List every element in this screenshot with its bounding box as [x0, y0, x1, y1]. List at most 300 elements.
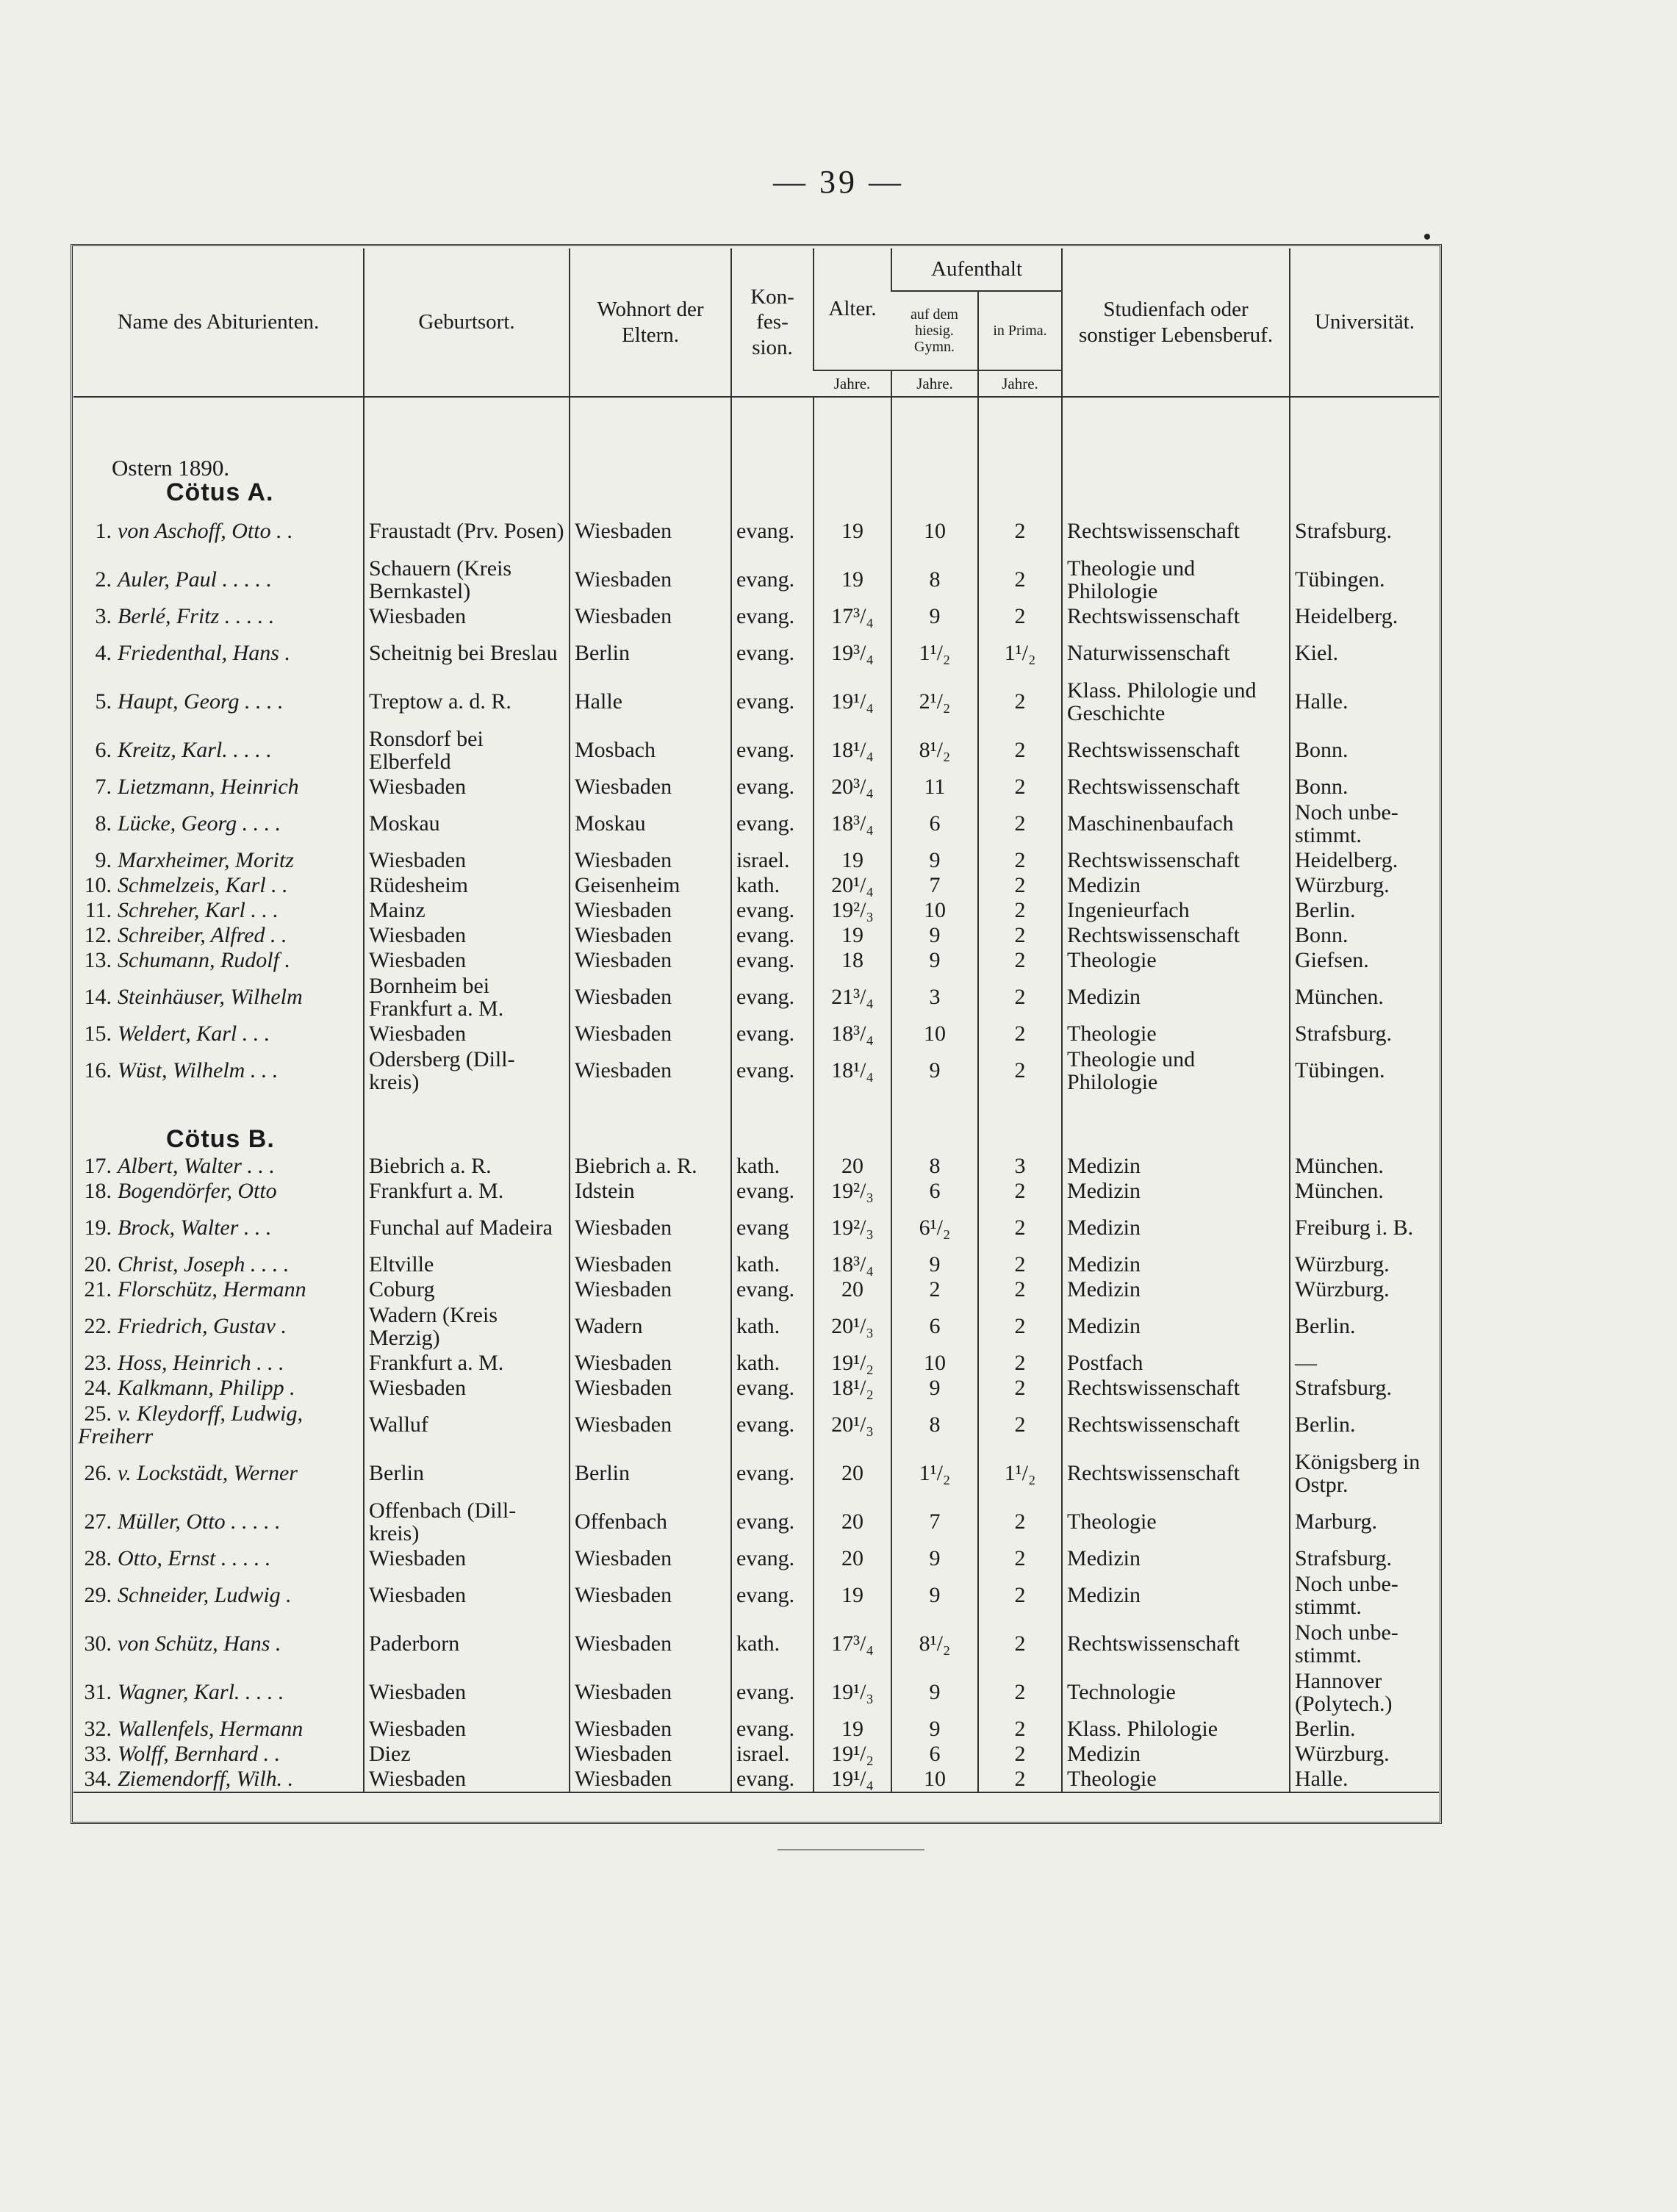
cell-confession: kath. — [731, 1252, 814, 1277]
cell-university: Tübingen. — [1290, 556, 1439, 604]
table-row — [73, 1302, 1439, 1351]
cell-stay-gymn: 9 — [891, 1252, 978, 1277]
cell-field: Rechtswissenschaft — [1062, 1401, 1290, 1449]
cell-field: Medizin — [1062, 1302, 1290, 1351]
cell-confession: israel. — [731, 848, 814, 873]
cell-residence: Wiesbaden — [570, 1401, 731, 1449]
cell-university: Hannover (Polytech.) — [1290, 1668, 1439, 1717]
cell-stay-gymn: 8¹/₂ — [891, 1620, 978, 1668]
cell-field: Medizin — [1062, 1179, 1290, 1204]
cell-field: Maschinenbaufach — [1062, 800, 1290, 848]
cell-university: Heidelberg. — [1290, 604, 1439, 629]
row-number: 23. — [84, 1351, 112, 1376]
cell-age: 19¹/₄ — [814, 678, 891, 726]
cell-field: Theologie — [1062, 1767, 1290, 1792]
cell-name — [73, 923, 364, 948]
cell-name — [73, 1767, 364, 1792]
cell-residence: Wiesbaden — [570, 556, 731, 604]
cell-confession: evang. — [731, 1717, 814, 1742]
cell-age: 19 — [814, 848, 891, 873]
cell-stay-gymn: 10 — [891, 1021, 978, 1046]
row-number: 34. — [84, 1767, 112, 1791]
cell-stay-prima: 2 — [978, 1204, 1062, 1252]
cell-age: 20¹/₃ — [814, 1302, 891, 1351]
cell-birthplace: Scheitnig bei Breslau — [364, 629, 570, 678]
cell-birthplace: Wiesbaden — [364, 1668, 570, 1717]
row-number: 19. — [84, 1215, 112, 1240]
cell-stay-gymn: 1¹/₂ — [891, 1449, 978, 1498]
cell-birthplace: Wiesbaden — [364, 1717, 570, 1742]
cell-stay-gymn: 9 — [891, 1376, 978, 1401]
cell-birthplace: Rüdesheim — [364, 873, 570, 898]
row-number: 20. — [84, 1252, 112, 1277]
cell-confession: evang. — [731, 800, 814, 848]
cell-stay-gymn: 10 — [891, 1767, 978, 1792]
cell-field: Rechtswissenschaft — [1062, 1449, 1290, 1498]
cell-stay-prima: 2 — [978, 1302, 1062, 1351]
cell-confession: evang. — [731, 923, 814, 948]
table-row — [73, 1179, 1439, 1204]
cell-name — [73, 1742, 364, 1767]
table-row — [73, 604, 1439, 629]
cell-name — [73, 1302, 364, 1351]
cell-stay-prima: 2 — [978, 1742, 1062, 1767]
cell-birthplace: Wiesbaden — [364, 604, 570, 629]
row-number: 10. — [84, 873, 112, 898]
cell-age: 18³/₄ — [814, 1021, 891, 1046]
table-row — [73, 898, 1439, 923]
cell-residence: Wiesbaden — [570, 1021, 731, 1046]
row-number: 11. — [85, 898, 112, 923]
empty-cell — [891, 1095, 978, 1154]
table-row — [73, 678, 1439, 726]
table-row — [73, 726, 1439, 775]
table-row — [73, 1376, 1439, 1401]
cell-name — [73, 678, 364, 726]
cell-age: 20¹/₄ — [814, 873, 891, 898]
cell-stay-gymn: 6 — [891, 1302, 978, 1351]
cell-field: Postfach — [1062, 1351, 1290, 1376]
table-row — [73, 1277, 1439, 1302]
cell-confession: evang. — [731, 948, 814, 973]
cell-birthplace: Wiesbaden — [364, 923, 570, 948]
cell-name — [73, 1498, 364, 1546]
cell-stay-gymn: 8 — [891, 556, 978, 604]
cell-stay-prima: 2 — [978, 973, 1062, 1021]
cell-field: Rechtswissenschaft — [1062, 923, 1290, 948]
cell-field: Klass. Philologie und Geschichte — [1062, 678, 1290, 726]
cell-university: Strafsburg. — [1290, 1021, 1439, 1046]
cell-name — [73, 507, 364, 556]
cell-university: Würzburg. — [1290, 1742, 1439, 1767]
row-number: 16. — [84, 1058, 112, 1083]
cell-residence: Geisenheim — [570, 873, 731, 898]
cell-name — [73, 1046, 364, 1095]
cell-stay-prima: 1¹/₂ — [978, 1449, 1062, 1498]
student-name: Schumann, Rudolf . — [118, 948, 290, 973]
cell-name — [73, 1668, 364, 1717]
cell-age: 19 — [814, 1571, 891, 1620]
student-name: Friedenthal, Hans . — [118, 641, 290, 666]
table-row — [73, 1021, 1439, 1046]
cell-stay-prima: 2 — [978, 1498, 1062, 1546]
cell-birthplace: Frankfurt a. M. — [364, 1179, 570, 1204]
cell-stay-prima: 2 — [978, 1546, 1062, 1571]
row-number: 15. — [84, 1021, 112, 1046]
cell-residence: Berlin — [570, 629, 731, 678]
cell-residence: Wiesbaden — [570, 898, 731, 923]
empty-cell — [814, 1095, 891, 1154]
cell-stay-prima: 2 — [978, 848, 1062, 873]
cell-residence: Wiesbaden — [570, 1620, 731, 1668]
cell-university: Heidelberg. — [1290, 848, 1439, 873]
table-row — [73, 1204, 1439, 1252]
student-name: Schneider, Ludwig . — [118, 1583, 292, 1608]
cell-age: 17³/₄ — [814, 604, 891, 629]
cell-confession: evang. — [731, 1767, 814, 1792]
cell-age: 20 — [814, 1449, 891, 1498]
cell-residence: Wiesbaden — [570, 973, 731, 1021]
cell-field: Rechtswissenschaft — [1062, 1376, 1290, 1401]
student-name: Bogendörfer, Otto — [118, 1179, 277, 1204]
student-name: v. Lockstädt, Werner — [118, 1461, 298, 1486]
cell-field: Rechtswissenschaft — [1062, 775, 1290, 800]
empty-cell — [570, 1095, 731, 1154]
abiturienten-table — [73, 248, 1439, 1793]
cell-age: 19 — [814, 556, 891, 604]
cell-university: Noch unbe- stimmt. — [1290, 1571, 1439, 1620]
student-name: Friedrich, Gustav . — [118, 1314, 287, 1339]
cell-university: Strafsburg. — [1290, 507, 1439, 556]
row-number: 4. — [95, 641, 112, 666]
cell-field: Theologie und Philologie — [1062, 1046, 1290, 1095]
cell-confession: evang — [731, 1204, 814, 1252]
cell-confession: evang. — [731, 1449, 814, 1498]
cell-stay-prima: 2 — [978, 1252, 1062, 1277]
cell-university: Berlin. — [1290, 898, 1439, 923]
row-number: 13. — [84, 948, 112, 973]
cell-university: Strafsburg. — [1290, 1546, 1439, 1571]
cell-birthplace: Schauern (Kreis Bernkastel) — [364, 556, 570, 604]
cell-confession: evang. — [731, 1401, 814, 1449]
cell-stay-prima: 2 — [978, 1021, 1062, 1046]
unit-age: Jahre. — [814, 370, 891, 397]
cell-stay-prima: 2 — [978, 1277, 1062, 1302]
table-row — [73, 1767, 1439, 1792]
cell-field: Medizin — [1062, 1252, 1290, 1277]
student-name: Schmelzeis, Karl . . — [118, 873, 288, 898]
table-row — [73, 1620, 1439, 1668]
cell-confession: evang. — [731, 898, 814, 923]
cell-confession: evang. — [731, 1668, 814, 1717]
student-name: Lücke, Georg . . . . — [118, 811, 281, 836]
col-header-stay-gymn: auf dem hiesig. Gymn. — [891, 291, 978, 370]
cell-university: — — [1290, 1351, 1439, 1376]
student-name: Steinhäuser, Wilhelm — [118, 985, 303, 1010]
cell-confession: evang. — [731, 726, 814, 775]
cell-residence: Halle — [570, 678, 731, 726]
student-name: Haupt, Georg . . . . — [118, 689, 284, 714]
cell-field: Rechtswissenschaft — [1062, 1620, 1290, 1668]
section-date: Ostern 1890. — [112, 454, 230, 481]
cell-age: 18³/₄ — [814, 1252, 891, 1277]
cell-stay-gymn: 1¹/₂ — [891, 629, 978, 678]
cell-age: 19³/₄ — [814, 629, 891, 678]
cell-residence: Wadern — [570, 1302, 731, 1351]
cell-name — [73, 1571, 364, 1620]
row-number: 21. — [84, 1277, 112, 1302]
cell-stay-prima: 2 — [978, 1401, 1062, 1449]
cell-stay-prima: 2 — [978, 1376, 1062, 1401]
cell-age: 19²/₃ — [814, 1204, 891, 1252]
cell-stay-prima: 2 — [978, 1351, 1062, 1376]
row-number: 3. — [95, 604, 112, 629]
cell-age: 18¹/₂ — [814, 1376, 891, 1401]
cell-name — [73, 1717, 364, 1742]
cell-confession: evang. — [731, 973, 814, 1021]
cell-confession: evang. — [731, 1498, 814, 1546]
table-row — [73, 873, 1439, 898]
cell-stay-gymn: 6 — [891, 1179, 978, 1204]
cell-age: 19 — [814, 507, 891, 556]
cell-university: Giefsen. — [1290, 948, 1439, 973]
cell-age: 20 — [814, 1546, 891, 1571]
cell-stay-gymn: 7 — [891, 1498, 978, 1546]
row-number: 17. — [84, 1154, 112, 1179]
cell-name — [73, 1179, 364, 1204]
cell-birthplace: Diez — [364, 1742, 570, 1767]
cell-university: München. — [1290, 1154, 1439, 1179]
cell-name — [73, 1620, 364, 1668]
table-row — [73, 1046, 1439, 1095]
cell-stay-gymn: 9 — [891, 1571, 978, 1620]
section-b-heading — [73, 1095, 1439, 1154]
student-name: Lietzmann, Heinrich — [118, 775, 299, 800]
cell-residence: Wiesbaden — [570, 1546, 731, 1571]
row-number: 8. — [95, 811, 112, 836]
cell-stay-prima: 2 — [978, 1179, 1062, 1204]
student-name: Kalkmann, Philipp . — [118, 1376, 295, 1401]
cell-age: 17³/₄ — [814, 1620, 891, 1668]
cell-stay-gymn: 10 — [891, 898, 978, 923]
cell-stay-gymn: 9 — [891, 1046, 978, 1095]
cell-confession: evang. — [731, 604, 814, 629]
cell-stay-gymn: 8¹/₂ — [891, 726, 978, 775]
cell-age: 19²/₃ — [814, 898, 891, 923]
student-name: Wagner, Karl. . . . . — [118, 1680, 284, 1705]
cell-confession: evang. — [731, 678, 814, 726]
cell-stay-gymn: 9 — [891, 1668, 978, 1717]
row-number: 7. — [95, 775, 112, 800]
cell-stay-gymn: 2¹/₂ — [891, 678, 978, 726]
section-b-cell — [73, 1095, 364, 1154]
cell-university: Bonn. — [1290, 726, 1439, 775]
cell-name — [73, 1351, 364, 1376]
student-name: von Schütz, Hans . — [118, 1631, 281, 1656]
cell-residence: Mosbach — [570, 726, 731, 775]
cell-field: Medizin — [1062, 873, 1290, 898]
cell-stay-prima: 2 — [978, 507, 1062, 556]
cell-university: Freiburg i. B. — [1290, 1204, 1439, 1252]
cell-name — [73, 873, 364, 898]
student-name: Kreitz, Karl. . . . . — [118, 738, 272, 763]
student-name: Albert, Walter . . . — [118, 1154, 275, 1179]
cell-residence: Wiesbaden — [570, 948, 731, 973]
cell-stay-gymn: 9 — [891, 923, 978, 948]
cell-stay-prima: 2 — [978, 1571, 1062, 1620]
cell-field: Medizin — [1062, 973, 1290, 1021]
row-number: 2. — [95, 567, 112, 592]
student-name: Schreher, Karl . . . — [118, 898, 279, 923]
cell-birthplace: Mainz — [364, 898, 570, 923]
cell-university: Bonn. — [1290, 923, 1439, 948]
col-header-residence: Wohnort der Eltern. — [570, 248, 731, 397]
cell-stay-gymn: 11 — [891, 775, 978, 800]
cell-age: 18³/₄ — [814, 800, 891, 848]
cell-residence: Wiesbaden — [570, 775, 731, 800]
cell-field: Theologie — [1062, 1498, 1290, 1546]
cell-residence: Biebrich a. R. — [570, 1154, 731, 1179]
cell-confession: evang. — [731, 556, 814, 604]
cell-birthplace: Wiesbaden — [364, 948, 570, 973]
cell-confession: evang. — [731, 507, 814, 556]
cell-confession: israel. — [731, 1742, 814, 1767]
cell-residence: Wiesbaden — [570, 848, 731, 873]
row-number: 12. — [84, 923, 112, 948]
table-row — [73, 629, 1439, 678]
cell-field: Naturwissenschaft — [1062, 629, 1290, 678]
cell-stay-prima: 3 — [978, 1154, 1062, 1179]
unit-prima: Jahre. — [978, 370, 1062, 397]
cell-confession: kath. — [731, 1302, 814, 1351]
col-header-age: Alter. — [814, 248, 891, 370]
cell-birthplace: Wadern (Kreis Merzig) — [364, 1302, 570, 1351]
student-name: Marxheimer, Moritz — [118, 848, 294, 873]
row-number: 27. — [84, 1509, 112, 1534]
cell-birthplace: Moskau — [364, 800, 570, 848]
cell-name — [73, 973, 364, 1021]
cell-stay-gymn: 2 — [891, 1277, 978, 1302]
cell-stay-prima: 2 — [978, 1767, 1062, 1792]
row-number: 25. — [84, 1401, 112, 1426]
cell-stay-gymn: 10 — [891, 507, 978, 556]
cell-field: Theologie — [1062, 948, 1290, 973]
cell-name — [73, 1252, 364, 1277]
cell-university: Marburg. — [1290, 1498, 1439, 1546]
cell-confession: evang. — [731, 1277, 814, 1302]
cell-stay-prima: 2 — [978, 1620, 1062, 1668]
col-header-university: Universität. — [1290, 248, 1439, 397]
student-name: Wüst, Wilhelm . . . — [118, 1058, 279, 1083]
student-name: Wallenfels, Hermann — [118, 1717, 304, 1742]
cell-residence: Wiesbaden — [570, 507, 731, 556]
cell-name — [73, 1449, 364, 1498]
cell-university: Königsberg in Ostpr. — [1290, 1449, 1439, 1498]
student-name: Berlé, Fritz . . . . . — [118, 604, 275, 629]
cell-university: Berlin. — [1290, 1717, 1439, 1742]
cell-confession: kath. — [731, 1154, 814, 1179]
cell-university: Kiel. — [1290, 629, 1439, 678]
cell-name — [73, 1204, 364, 1252]
table-row — [73, 800, 1439, 848]
cell-field: Klass. Philologie — [1062, 1717, 1290, 1742]
cell-field: Rechtswissenschaft — [1062, 507, 1290, 556]
ink-dot — [1424, 234, 1430, 240]
row-number: 24. — [84, 1376, 112, 1401]
cell-stay-prima: 2 — [978, 775, 1062, 800]
cell-confession: evang. — [731, 1376, 814, 1401]
cell-age: 19¹/₂ — [814, 1351, 891, 1376]
page-number: — 39 — — [773, 164, 904, 200]
student-name: von Aschoff, Otto . . — [118, 519, 293, 544]
table-row — [73, 1717, 1439, 1742]
cell-name — [73, 848, 364, 873]
cell-birthplace: Ronsdorf bei Elberfeld — [364, 726, 570, 775]
cell-name — [73, 726, 364, 775]
table-row — [73, 948, 1439, 973]
empty-cell — [978, 1095, 1062, 1154]
cell-field: Technologie — [1062, 1668, 1290, 1717]
cell-stay-gymn: 6 — [891, 800, 978, 848]
cell-name — [73, 775, 364, 800]
cell-name — [73, 629, 364, 678]
col-header-stay-prima: in Prima. — [978, 291, 1062, 370]
cell-confession: kath. — [731, 1620, 814, 1668]
cell-residence: Wiesbaden — [570, 1668, 731, 1717]
cell-residence: Moskau — [570, 800, 731, 848]
student-name: Florschütz, Hermann — [118, 1277, 306, 1302]
cell-birthplace: Funchal auf Madeira — [364, 1204, 570, 1252]
cell-age: 20¹/₃ — [814, 1401, 891, 1449]
row-number: 28. — [84, 1546, 112, 1571]
unit-gymn: Jahre. — [891, 370, 978, 397]
cell-birthplace: Berlin — [364, 1449, 570, 1498]
cell-university: München. — [1290, 973, 1439, 1021]
col-header-name: Name des Abiturienten. — [73, 248, 364, 397]
empty-cell — [1062, 1095, 1290, 1154]
col-header-stay: Aufenthalt — [891, 248, 1062, 291]
table-row — [73, 1668, 1439, 1717]
cell-residence: Wiesbaden — [570, 923, 731, 948]
cell-residence: Wiesbaden — [570, 1767, 731, 1792]
row-number: 33. — [84, 1742, 112, 1767]
cell-university: Tübingen. — [1290, 1046, 1439, 1095]
row-number: 30. — [84, 1631, 112, 1656]
table-row — [73, 507, 1439, 556]
cell-stay-prima: 2 — [978, 948, 1062, 973]
table-row — [73, 1571, 1439, 1620]
cell-birthplace: Biebrich a. R. — [364, 1154, 570, 1179]
student-name: Weldert, Karl . . . — [118, 1021, 270, 1046]
table-row — [73, 556, 1439, 604]
section-b-title: Cötus B. — [166, 1125, 275, 1154]
cell-confession: evang. — [731, 1021, 814, 1046]
section-a-heading — [73, 397, 1439, 507]
cell-field: Rechtswissenschaft — [1062, 726, 1290, 775]
cell-name — [73, 1401, 364, 1449]
table-row — [73, 1351, 1439, 1376]
cell-stay-prima: 2 — [978, 800, 1062, 848]
cell-stay-prima: 1¹/₂ — [978, 629, 1062, 678]
empty-cell — [1290, 1095, 1439, 1154]
cell-stay-prima: 2 — [978, 1046, 1062, 1095]
cell-stay-gymn: 3 — [891, 973, 978, 1021]
student-name: Christ, Joseph . . . . — [118, 1252, 290, 1277]
cell-name — [73, 800, 364, 848]
cell-residence: Berlin — [570, 1449, 731, 1498]
cell-birthplace: Eltville — [364, 1252, 570, 1277]
row-number: 6. — [95, 738, 112, 763]
